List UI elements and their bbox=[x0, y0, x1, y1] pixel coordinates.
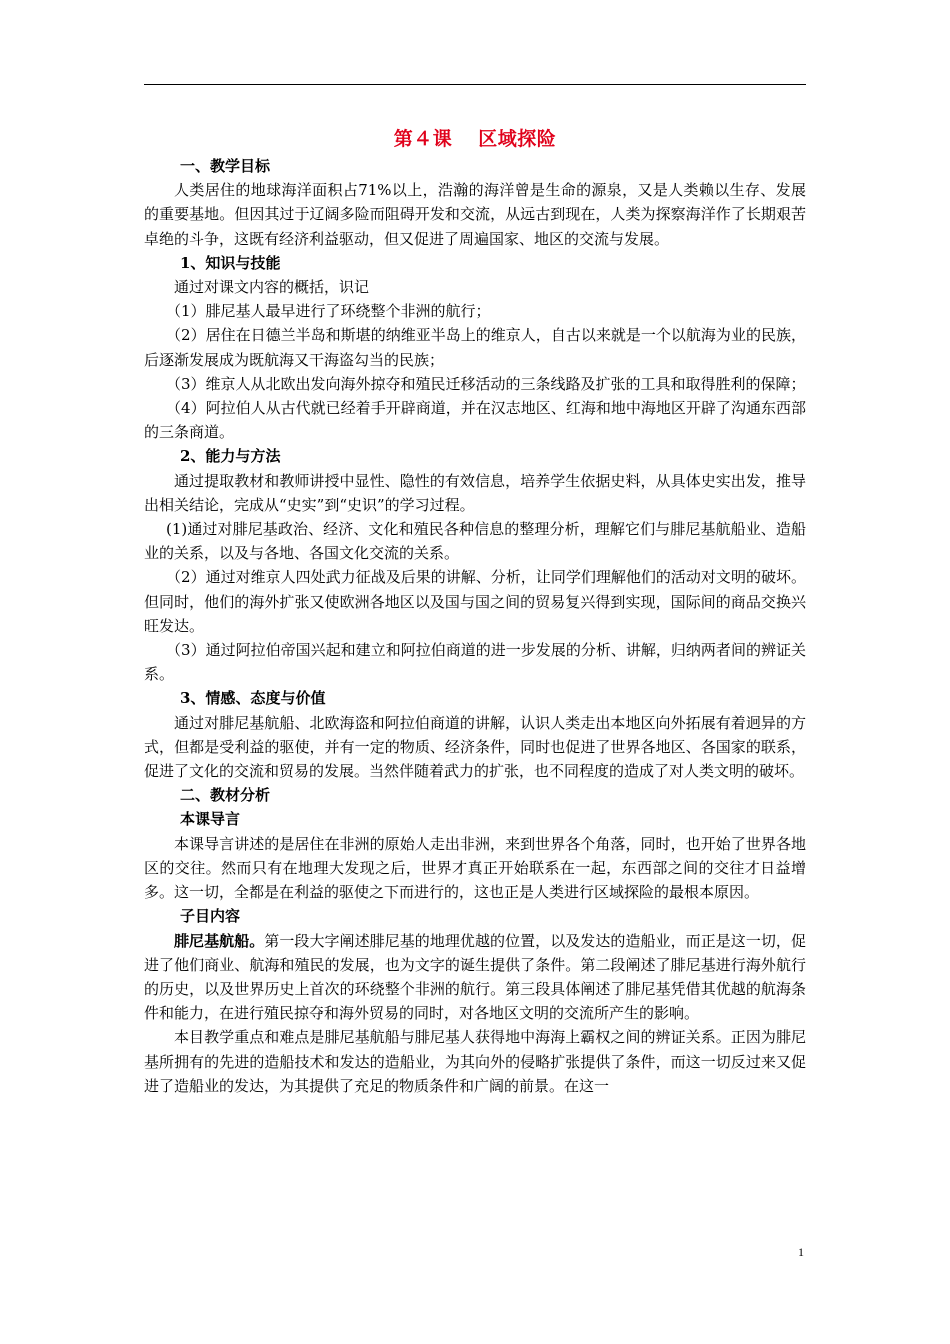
phoenicia-lead: 腓尼基航船。 bbox=[174, 931, 265, 950]
paragraph-knowledge-intro: 通过对课文内容的概括，识记 bbox=[174, 278, 370, 297]
knowledge-item-3: （3）维京人从北欧出发向海外掠夺和殖民迁移活动的三条线路及扩张的工具和取得胜利的保障； bbox=[166, 374, 806, 393]
header-rule bbox=[144, 84, 806, 85]
paragraph-emotion: 通过对腓尼基航船、北欧海盗和阿拉伯商道的讲解，认识人类走出本地区向外拓展有着迥异的方式，但都是受利益的驱使，并有一定的物质、经济条件，同时也促进了世界各地区、各国家的联系，促进了文化的交流和贸易的发展。当然伴随着武力的扩张，也不同程度的造成了对人类文明的破坏。 bbox=[144, 713, 806, 781]
subheading-introduction: 本课导言 bbox=[180, 810, 241, 829]
subheading-subtopics: 子目内容 bbox=[180, 907, 241, 926]
page-number: 1 bbox=[798, 1245, 804, 1259]
ability-item-3: （3）通过阿拉伯帝国兴起和建立和阿拉伯商道的进一步发展的分析、讲解，归纳两者间的辨证关系。 bbox=[144, 641, 806, 684]
knowledge-item-1: （1）腓尼基人最早进行了环绕整个非洲的航行； bbox=[166, 302, 491, 321]
subheading-ability: 2、能力与方法 bbox=[180, 447, 281, 466]
knowledge-item-2: （2）居住在日德兰半岛和斯堪的纳维亚半岛上的维京人，自古以来就是一个以航海为业的民族，后逐渐发展成为既航海又干海盗勾当的民族； bbox=[144, 326, 806, 369]
paragraph-ability-intro: 通过提取教材和教师讲授中显性、隐性的有效信息，培养学生依据史料，从具体史实出发，推导出相关结论，完成从“史实”到“史识”的学习过程。 bbox=[144, 471, 806, 514]
section-heading-analysis: 二、教材分析 bbox=[180, 786, 271, 805]
document-body bbox=[144, 126, 806, 1098]
subheading-knowledge: 1、知识与技能 bbox=[180, 253, 281, 272]
ability-item-1: (1)通过对腓尼基政治、经济、文化和殖民各种信息的整理分析，理解它们与腓尼基航船业、造船业的关系，以及与各地、各国文化交流的关系。 bbox=[144, 520, 806, 563]
ability-item-2: （2）通过对维京人四处武力征战及后果的讲解、分析，让同学们理解他们的活动对文明的破坏。但同时，他们的海外扩张又使欧洲各地区以及国与国之间的贸易复兴得到实现，国际间的商品交换兴旺发达。 bbox=[144, 568, 806, 635]
section-heading-objectives: 一、教学目标 bbox=[180, 157, 271, 175]
page-title bbox=[144, 126, 806, 152]
paragraph-objectives-intro: 人类居住的地球海洋面积占71%以上，浩瀚的海洋曾是生命的源泉，又是人类赖以生存、发展的重要基地。但因其过于辽阔多险而阻碍开发和交流，从远古到现在，人类为探察海洋作了长期艰苦卓绝的斗争，这既有经济利益驱动，但又促进了周遍国家、地区的交流与发展。 bbox=[144, 181, 806, 248]
subheading-emotion: 3、情感、态度与价值 bbox=[180, 689, 326, 708]
knowledge-item-4: （4）阿拉伯人从古代就已经着手开辟商道，并在汉志地区、红海和地中海地区开辟了沟通东西部的三条商道。 bbox=[144, 399, 806, 442]
paragraph-introduction: 本课导言讲述的是居住在非洲的原始人走出非洲，来到世界各个角落，同时，也开始了世界各地区的交往。然而只有在地理大发现之后，世界才真正开始联系在一起，东西部之间的交往才日益增多。这一切，全都是在利益的驱使之下而进行的，这也正是人类进行区域探险的最根本原因。 bbox=[144, 834, 806, 902]
phoenicia-text: 第一段大字阐述腓尼基的地理优越的位置，以及发达的造船业，而正是这一切，促进了他们商业、航海和殖民的发展，也为文字的诞生提供了条件。第二段阐述了腓尼基进行海外航行的历史，以及世界历史上首次的环绕整个非洲的航行。第三段具体阐述了腓尼基凭借其优越的航海条件和能力，在进行殖民掠夺和海外贸易的同时，对各地区文明的交流所产生的影响。 bbox=[144, 931, 806, 1023]
title-lesson-number: 第４课 bbox=[393, 128, 453, 150]
title-text: 区域探险 bbox=[478, 128, 557, 150]
paragraph-focus: 本目教学重点和难点是腓尼基航船与腓尼基人获得地中海海上霸权之间的辨证关系。正因为腓尼基所拥有的先进的造船技术和发达的造船业，为其向外的侵略扩张提供了条件，而这一切反过来又促进了造船业的发达，为其提供了充足的物质条件和广阔的前景。在这一 bbox=[144, 1028, 806, 1095]
paragraph-phoenicia bbox=[144, 929, 806, 1026]
